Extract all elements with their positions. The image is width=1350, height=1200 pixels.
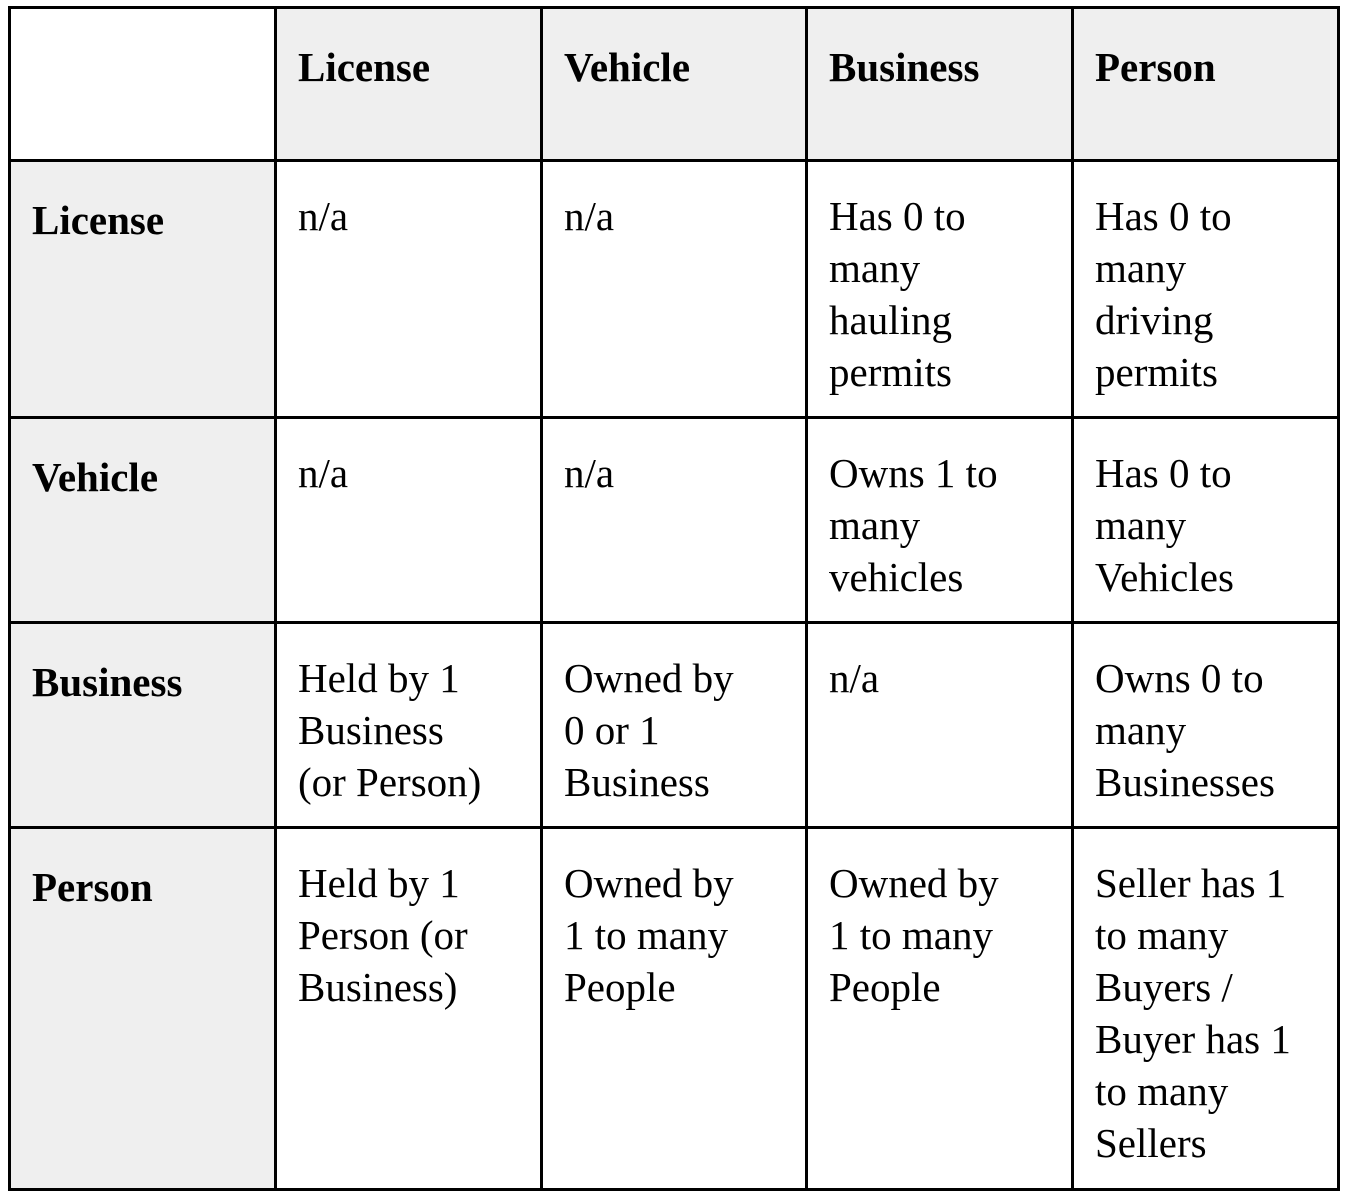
column-header-label: License (298, 44, 431, 90)
table-cell: Has 0 to many driving permits (1073, 161, 1339, 418)
row-header-label: Vehicle (32, 454, 159, 500)
table-cell: Owned by 1 to many People (542, 828, 807, 1190)
table-cell: Has 0 to many Vehicles (1073, 418, 1339, 623)
table-cell: n/a (807, 623, 1073, 828)
table-cell: n/a (276, 418, 542, 623)
table-row-license (10, 161, 1339, 418)
column-header-label: Vehicle (564, 44, 691, 90)
column-header-label: Business (829, 44, 980, 90)
column-header-label: Person (1095, 44, 1216, 90)
row-header-label: Business (32, 659, 183, 705)
row-header-person (10, 828, 276, 1190)
table-cell: n/a (542, 418, 807, 623)
table-cell: n/a (542, 161, 807, 418)
table-cell: Seller has 1 to many Buyers / Buyer has 1 to many Sellers (1073, 828, 1339, 1190)
header-row (10, 8, 1339, 161)
table-cell: Held by 1 Business (or Person) (276, 623, 542, 828)
table-cell: Owns 0 to many Businesses (1073, 623, 1339, 828)
table-cell: Owned by 1 to many People (807, 828, 1073, 1190)
table-cell: Held by 1 Person (or Business) (276, 828, 542, 1190)
relationship-table (8, 6, 1340, 1191)
column-header-person (1073, 8, 1339, 161)
corner-cell (10, 8, 276, 161)
table-row-business (10, 623, 1339, 828)
table-cell: Has 0 to many hauling permits (807, 161, 1073, 418)
row-header-vehicle (10, 418, 276, 623)
table-cell: Owns 1 to many vehicles (807, 418, 1073, 623)
table-cell: Owned by 0 or 1 Business (542, 623, 807, 828)
table-cell: n/a (276, 161, 542, 418)
row-header-business (10, 623, 276, 828)
column-header-business (807, 8, 1073, 161)
table-row-person (10, 828, 1339, 1190)
column-header-vehicle (542, 8, 807, 161)
table-row-vehicle (10, 418, 1339, 623)
row-header-license (10, 161, 276, 418)
column-header-license (276, 8, 542, 161)
row-header-label: License (32, 197, 165, 243)
row-header-label: Person (32, 864, 153, 910)
